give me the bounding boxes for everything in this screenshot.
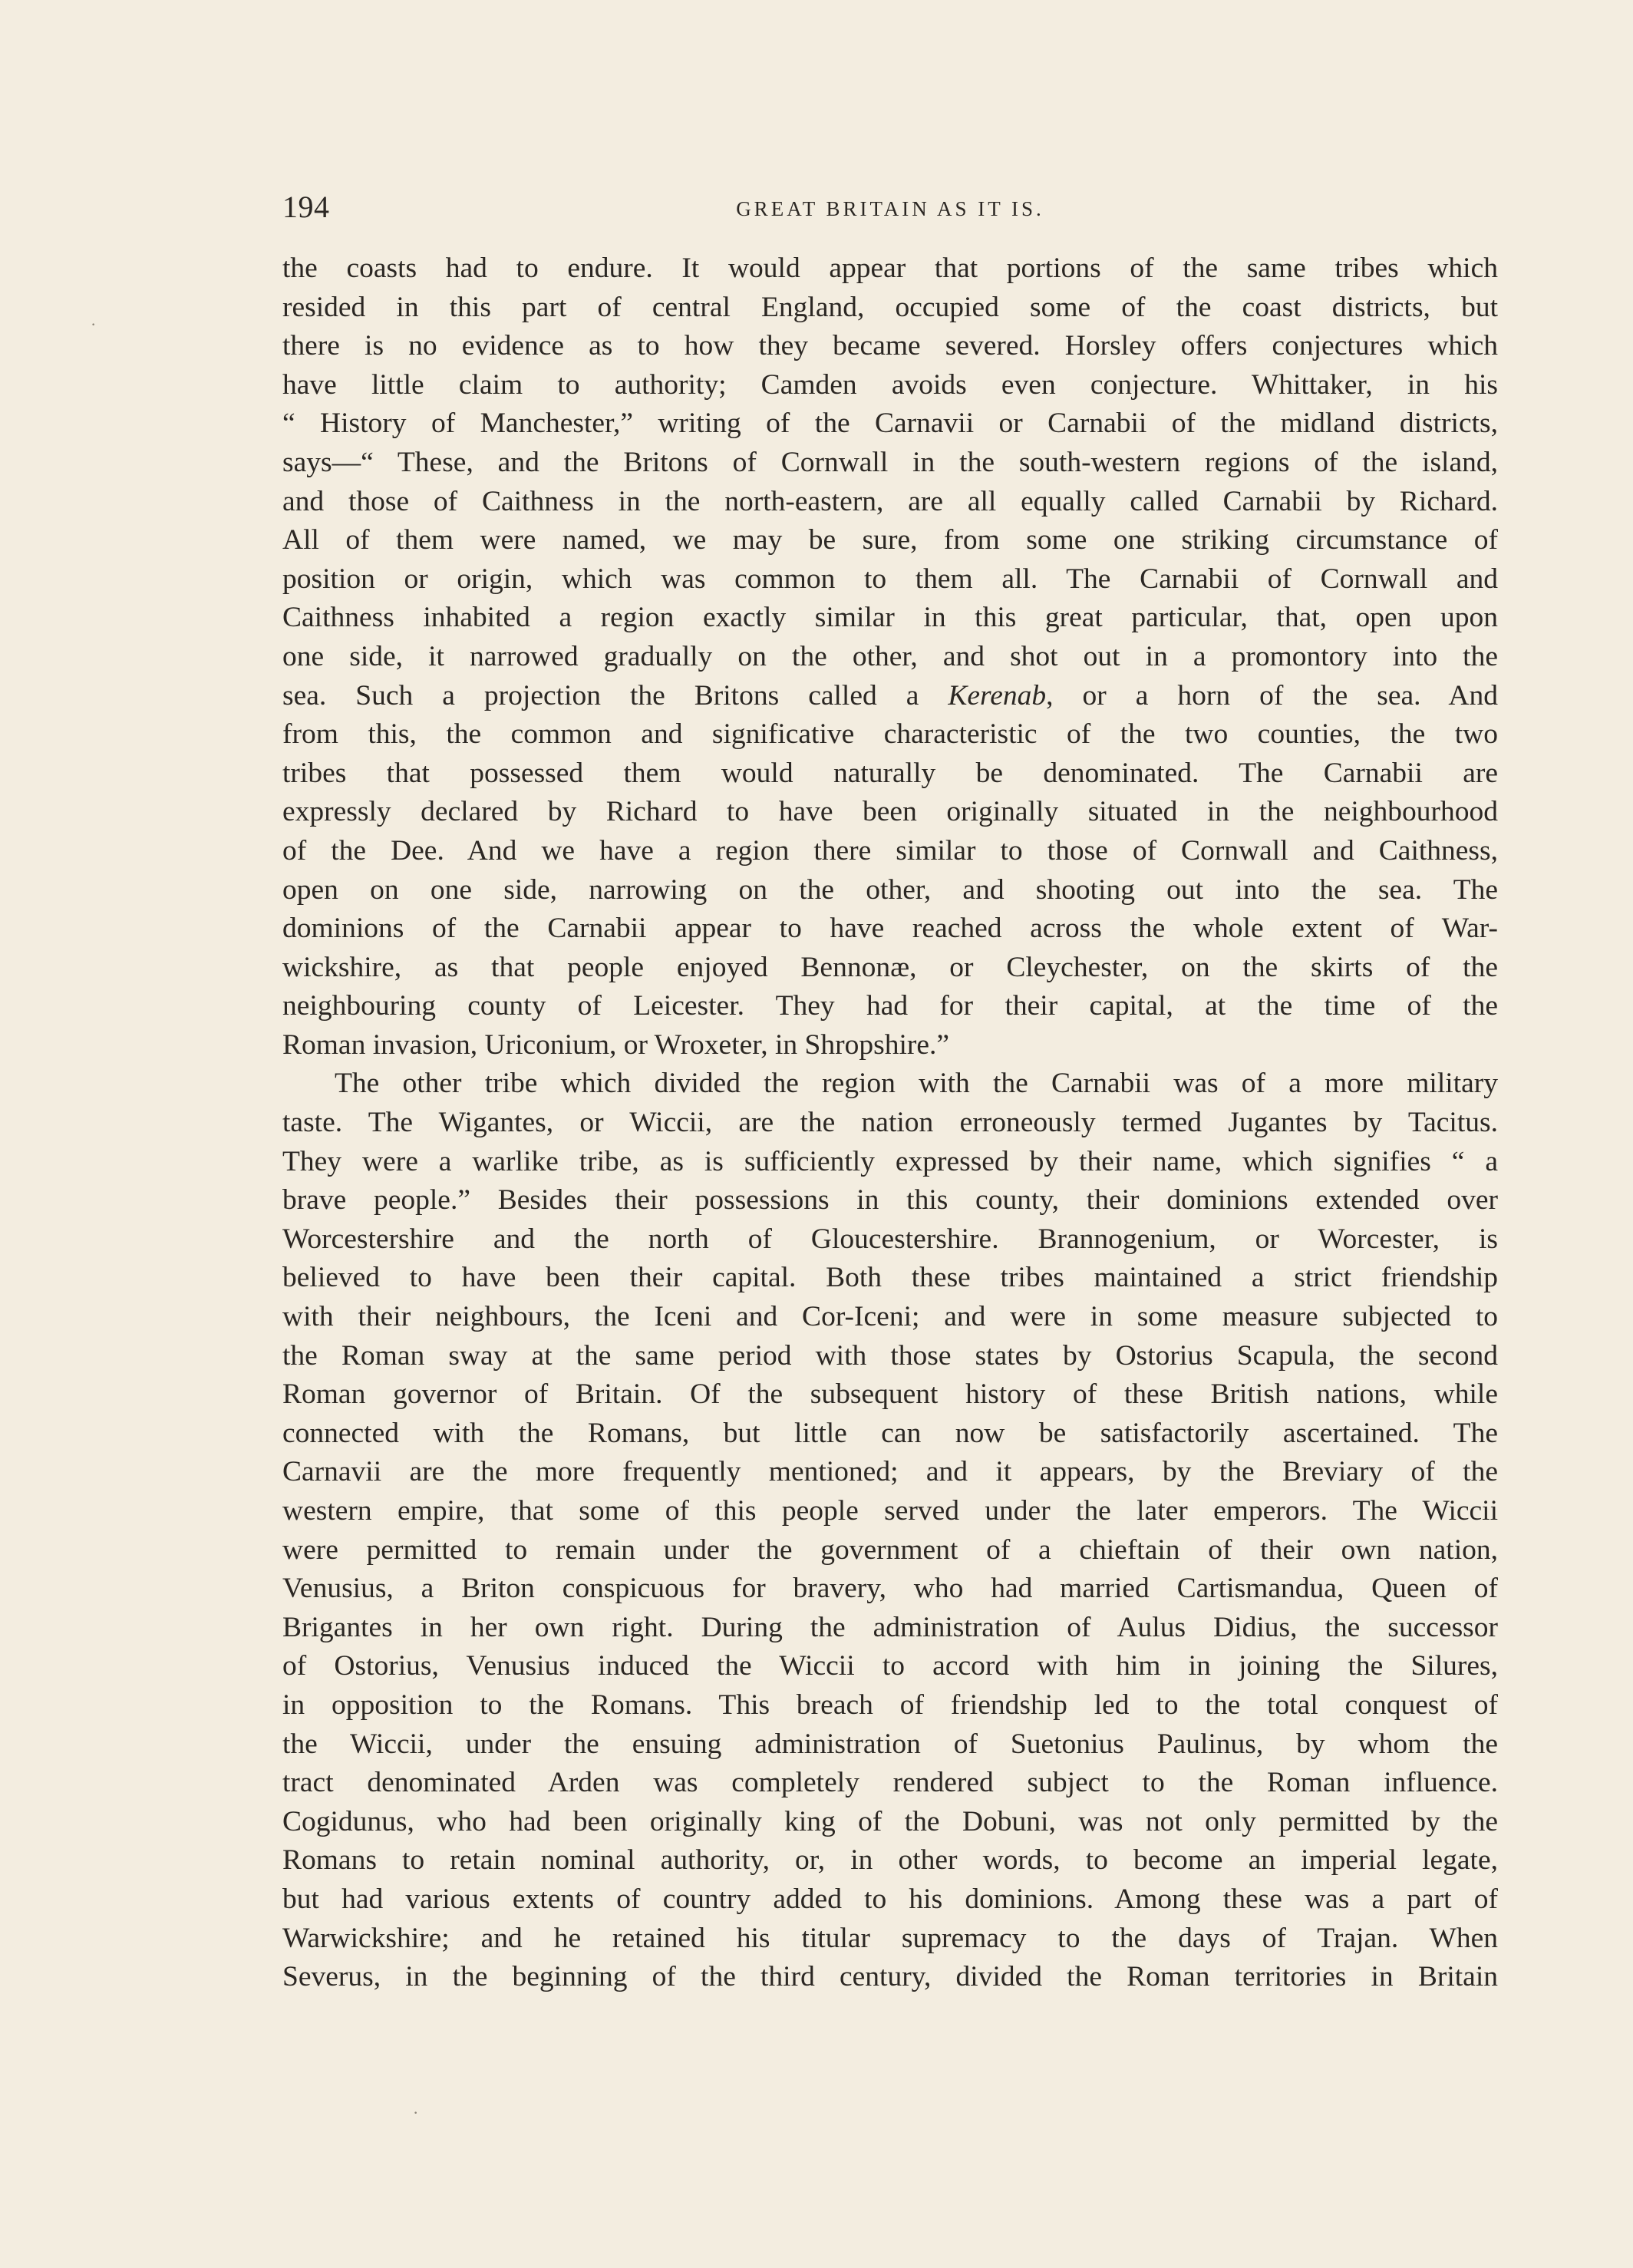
paper-speck: ·	[91, 315, 97, 334]
running-title: GREAT BRITAIN AS IT IS.	[736, 197, 1044, 220]
text-line: dominions of the Carnabii appear to have reached across the whole extent of War-	[282, 913, 1498, 945]
text-line: but had various extents of country added to his dominions. Among these was a part of	[282, 1883, 1498, 1915]
text-line: with their neighbours, the Iceni and Cor-Iceni; and were in some measure subjected to	[282, 1301, 1498, 1333]
text-line: taste. The Wigantes, or Wiccii, are the nation erroneously termed Jugantes by Tacitus.	[282, 1107, 1498, 1139]
text-line: Warwickshire; and he retained his titular supremacy to the days of Trajan. When	[282, 1922, 1498, 1954]
text-line: They were a warlike tribe, as is sufficiently expressed by their name, which signifies “ a	[282, 1145, 1498, 1177]
text-line: the Roman sway at the same period with those states by Ostorius Scapula, the second	[282, 1339, 1498, 1372]
page-number: 194	[282, 190, 330, 224]
paragraph-end-line: Roman invasion, Uriconium, or Wroxeter, in Shropshire.”	[282, 1028, 950, 1061]
text-line: of the Dee. And we have a region there similar to those of Cornwall and Caithness,	[282, 834, 1498, 867]
text-line: of Ostorius, Venusius induced the Wiccii to accord with him in joining the Silures,	[282, 1650, 1498, 1682]
text-line: Brigantes in her own right. During the administration of Aulus Didius, the successor	[282, 1611, 1498, 1643]
body-text	[282, 249, 1498, 1997]
text-line: connected with the Romans, but little can now be satisfactorily ascertained. The	[282, 1417, 1498, 1449]
text-line: the coasts had to endure. It would appear that portions of the same tribes which	[282, 253, 1498, 284]
text-line: from this, the common and significative characteristic of the two counties, the two	[282, 718, 1498, 751]
text-line: Caithness inhabited a region exactly similar in this great particular, that, open upon	[282, 602, 1498, 634]
text-line: expressly declared by Richard to have been originally situated in the neighbourhood	[282, 796, 1498, 828]
page-header	[282, 187, 1498, 230]
text-line: tract denominated Arden was completely rendered subject to the Roman influence.	[282, 1767, 1498, 1799]
text-line: Venusius, a Briton conspicuous for bravery, who had married Cartismandua, Queen of	[282, 1573, 1498, 1605]
text-line: wickshire, as that people enjoyed Bennonæ, or Cleychester, on the skirts of the	[282, 951, 1498, 983]
text-line: one side, it narrowed gradually on the other, and shot out in a promontory into the	[282, 640, 1498, 672]
text-line: tribes that possessed them would naturally be denominated. The Carnabii are	[282, 757, 1498, 789]
text-line: position or origin, which was common to them all. The Carnabii of Cornwall and	[282, 563, 1498, 595]
text-line: Severus, in the beginning of the third century, divided the Roman territories in Britain	[282, 1961, 1498, 1993]
text-line: brave people.” Besides their possessions in this county, their dominions extended over	[282, 1184, 1498, 1217]
text-line: believed to have been their capital. Both these tribes maintained a strict friendship	[282, 1262, 1498, 1294]
text-line: resided in this part of central England, occupied some of the coast districts, but	[282, 291, 1498, 323]
text-line: sea. Such a projection the Britons called a Kerenab, or a horn of the sea. And	[282, 679, 1499, 711]
text-line: western empire, that some of this people served under the later emperors. The Wiccii	[282, 1495, 1498, 1527]
text-line: in opposition to the Romans. This breach of friendship led to the total conquest of	[282, 1689, 1498, 1721]
text-line: says—“ These, and the Britons of Cornwall in the south-western regions of the island,	[282, 446, 1498, 478]
text-line: Cogidunus, who had been originally king of the Dobuni, was not only permitted by the	[282, 1805, 1498, 1837]
text-line: the Wiccii, under the ensuing administration of Suetonius Paulinus, by whom the	[282, 1728, 1498, 1760]
text-line: Roman governor of Britain. Of the subsequent history of these British nations, while	[282, 1378, 1498, 1411]
text-line: Carnavii are the more frequently mentioned; and it appears, by the Breviary of the	[282, 1456, 1498, 1488]
text-line: Worcestershire and the north of Gloucestershire. Brannogenium, or Worcester, is	[282, 1223, 1498, 1255]
text-line: “ History of Manchester,” writing of the Carnavii or Carnabii of the midland districts,	[282, 408, 1498, 440]
text-line: neighbouring county of Leicester. They had for their capital, at the time of the	[282, 990, 1498, 1022]
text-line: All of them were named, we may be sure, from some one striking circumstance of	[282, 524, 1498, 556]
paragraph-first-line: The other tribe which divided the region with the Carnabii was of a more military	[335, 1068, 1498, 1100]
text-line: there is no evidence as to how they became severed. Horsley offers conjectures which	[282, 330, 1498, 362]
text-line: open on one side, narrowing on the other, and shooting out into the sea. The	[282, 873, 1498, 906]
text-line: Romans to retain nominal authority, or, in other words, to become an imperial legate,	[282, 1844, 1498, 1877]
italic-word: Kerenab	[948, 679, 1047, 711]
text-line: were permitted to remain under the government of a chieftain of their own nation,	[282, 1533, 1498, 1566]
paper-speck: ·	[413, 2103, 419, 2122]
text-line: have little claim to authority; Camden avoids even conjecture. Whittaker, in his	[282, 368, 1498, 401]
text-line: and those of Caithness in the north-eastern, are all equally called Carnabii by Richard.	[282, 485, 1498, 517]
